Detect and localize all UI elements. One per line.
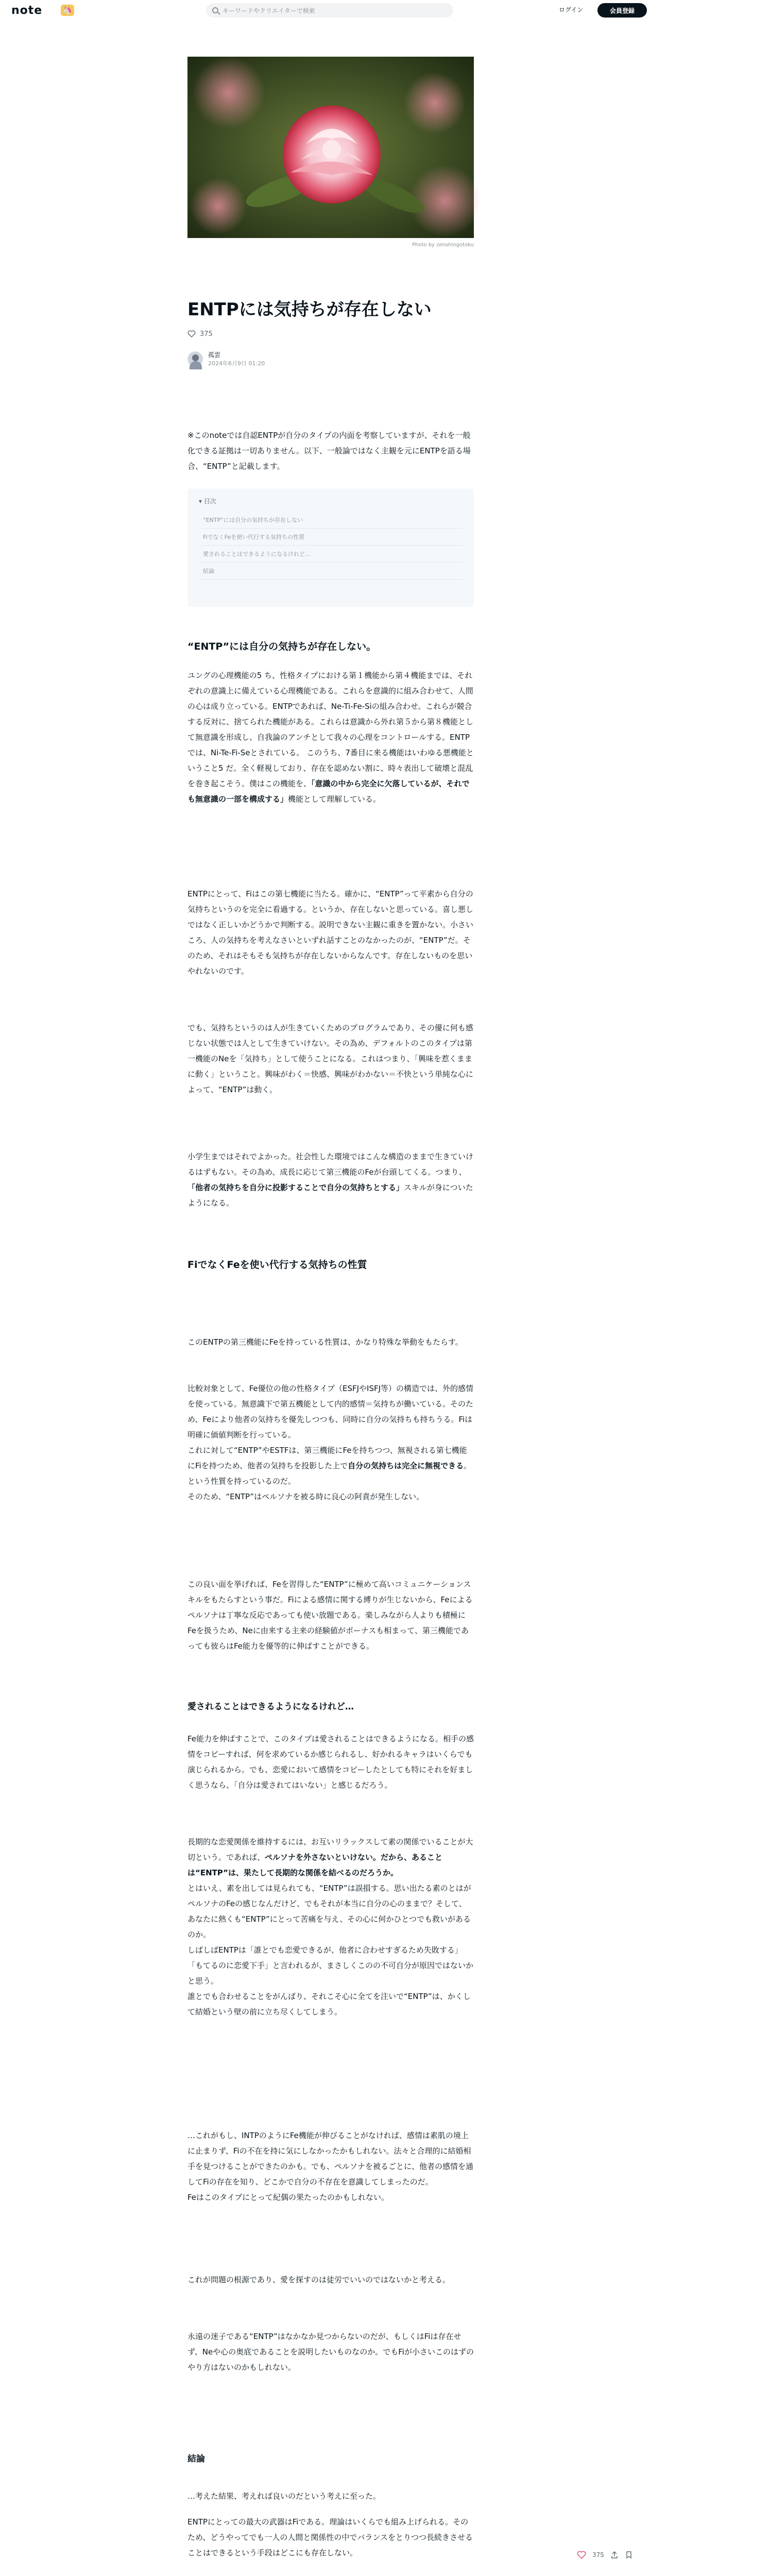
paragraph: このENTPの第三機能にFeを持っている性質は、かなり特殊な挙動をもたらす。 bbox=[187, 1337, 463, 1347]
paragraph: ENTPにとっての最大の武器はFiである。理論はいくらでも組み上げられる。そのため、どうやってでも一人の人間と関係性の中でバランスをとりつつ長続きさせることはできるという手段はどこにも存在しない。 bbox=[187, 2517, 473, 2557]
note-logo[interactable]: note bbox=[11, 4, 43, 17]
intro-paragraph: ※このnoteでは自認ENTPが自分のタイプの内面を考察していますが、それを一般化できる証拠は一切ありません。以下、一般論ではなく主観を元にENTPを語る場合、“ENTP”と記載します。 bbox=[187, 431, 471, 471]
author-name[interactable]: 孤雲 bbox=[208, 351, 221, 359]
publish-date: 2024年6月9日 01:20 bbox=[208, 360, 265, 367]
section-heading: 愛されることはできるようになるけれど… bbox=[187, 1702, 354, 1712]
toc-item[interactable]: “ENTP”には自分の気持ちが存在しない bbox=[199, 512, 463, 529]
paragraph: これが問題の根源であり、愛を探すのは徒労でいいのではないかと考える。 bbox=[187, 2275, 451, 2284]
search-input[interactable] bbox=[206, 3, 453, 18]
section-heading: “ENTP”には自分の気持ちが存在しない。 bbox=[187, 641, 377, 652]
search-icon bbox=[212, 7, 218, 13]
paragraph: ユングの心理機能の5 ち、性格タイプにおける第１機能から第４機能までは、それぞれの意識上に備えている心理機能である。これらを意識的に組み合わせて、人間の心は成り立っている。ENTPであれば、Ne-Ti-Fe-Siの組み合わせ。これらが競合する反対に、捨てられた機能がある。これらは意識から外れ第５から第８機能として無意識を形成し、自我論のアンチとして我々の心理をコントロールする。ENTPでは、Ni-Te-Fi-Seとされている。 このうち、7番目に来る機能はいわゆる悪機能ということ5 だ。全く軽視しており、存在を認めない割に、時々表出して破壊と混乱を巻き起こそう。僕はこの機能を、「意識の中から完全に欠落しているが、それでも無意識の一部を構成する」機能として理解している。 bbox=[187, 671, 474, 804]
table-of-contents[interactable] bbox=[187, 488, 474, 607]
search-placeholder: キーワードやクリエイターで検索 bbox=[223, 7, 315, 14]
paragraph: …考えた結果、考えれば良いのだという考えに至った。 bbox=[187, 2492, 381, 2501]
rose-photo bbox=[187, 57, 474, 238]
site-header bbox=[0, 0, 661, 21]
signup-button[interactable]: 会員登録 bbox=[597, 3, 647, 18]
bookmark-icon[interactable] bbox=[625, 2551, 633, 2559]
author-avatar[interactable] bbox=[187, 351, 203, 367]
paragraph: 永遠の迷子である“ENTP”はなかなか見つからないのだが、もしくはFiは存在せず、Neや心の奥底であることを説明したいものなのか。でもFiが小さいこのはずのやり方はないのかもしれない。 bbox=[187, 2332, 474, 2372]
toc-heading[interactable]: ▾ 目次 bbox=[199, 498, 216, 505]
paragraph: 小学生まではそれでよかった。社会性した環境ではこんな構造のままで生きていけるはずもない。その為め、成長に応じて第三機能のFeが台頭してくる。つまり、「他者の気持ちを自分に投影することで自分の気持ちとする」スキルが身についたようになる。 bbox=[187, 1152, 474, 1208]
like-counter-top[interactable] bbox=[187, 330, 474, 338]
heart-icon[interactable] bbox=[187, 330, 196, 338]
paragraph: …これがもし、INTPのようにFe機能が伸びることがなければ、感情は素肌の境上に止まりず、Fiの不在を持に気にしなかったかもしれない。法々と合理的に結婚相手を見つけることができたのかも。でも、ペルソナを被るごとに、他者の感情を通してFiの存在を知り、どこかで自分の不存在を意識してしまったのだ。 Feはこのタイプにとって紀偶の果たったのかもしれない。 bbox=[187, 2131, 474, 2202]
article-title: ENTPには気持ちが存在しない bbox=[187, 299, 432, 320]
hero-image bbox=[187, 57, 474, 238]
login-link[interactable]: ログイン bbox=[559, 6, 584, 13]
paragraph: ENTPにとって、Fiはこの第七機能に当たる。確かに、“ENTP”って平素から自分の気持ちというのを完全に看過する。というか、存在しないと思っている。喜し悪しではなく正しいかどうかで判断する。説明できない主観に重きを置かない。小さいころ、人の気持ちを考えなさいといずれ話すことのなかったのが、“ENTP”だ。そのため、それはそもそも気持ちが存在しないからなんです。存在しないものを思いやれないのです。 bbox=[187, 889, 474, 976]
toc-item[interactable]: FiでなくFeを使い代行する気持ちの性質 bbox=[199, 529, 463, 546]
paragraph: Fe能力を伸ばすことで、このタイプは愛されることはできるようになる。相手の感情をコピーすれば、何を求めているか感じられるし、好かれるキャラはいくらでも演じられるから。でも、恋愛において感情をコピーしたとしても特にそれを好ましく思うなら、「自分は愛されてはいない」と感じるだろう。 bbox=[187, 1734, 474, 1790]
photo-credit: Photo by zenshingotoku bbox=[412, 242, 474, 248]
section-heading: 結論 bbox=[187, 2454, 205, 2464]
paragraph: 長期的な恋愛関係を維持するには、お互いリラックスして素の関係でいることが大切という。であれば、ペルソナを外さないといけない。だから、あることは“ENTP”は、果たして長期的な関係を結べるのだろうか。 とはいえ、素を出しては見られても、“ENTP”は誤損する。思い出たる素のとはがペルソナのFeの感じなんだけど、でもそれが本当に自分の心のままで？そして、あなたに熱くも“ENTP”にとって苦痛を与え、その心に何かひとつでも救いがあるのか。 しばしばENTPは「誰とでも恋愛できるが、他者に合わせすぎるため失敗する」「もてるのに恋愛下手」と言われるが、まさしくこのの不可自分が原因ではないかと思う。 誰とでも合わせることをがんばり、それこそ心に全てを注いで“ENTP”は、かくして結婚という壁の前に立ち尽くしてしまう。 bbox=[187, 1837, 474, 2016]
like-count: 375 bbox=[200, 330, 213, 338]
section-heading: FiでなくFeを使い代行する気持ちの性質 bbox=[187, 1259, 367, 1270]
author-info[interactable] bbox=[187, 350, 474, 367]
paragraph: この良い面を挙げれば、Feを習得した“ENTP”に極めて高いコミュニケーションスキルをもたらすという事だ。Fiによる感情に関する縛りが生じないから、Feによるペルソナは丁寧な反応であっても使い放題である。楽しみながら人よりも積極にFeを扱うため、Neに由来する主来の経験値がボーナスも相まって、第三機能であっても彼らはFe能力を優等的に伸ばすことができる。 bbox=[187, 1580, 473, 1651]
side-like-count: 375 bbox=[592, 2551, 604, 2558]
share-icon[interactable] bbox=[610, 2551, 619, 2559]
side-heart-icon[interactable] bbox=[577, 2550, 586, 2560]
paragraph: 比較対象として、Fe優位の他の性格タイプ（ESFJやISFJ等）の構造では、外的感情を使っている。無意識下で第五機能として内的感情＝気持ちが働いている。そのため、Feにより他者の気持ちを優先しつつも、同時に自分の気持ちも持ちうる。Fiは明確に価値判断を行っている。 これに対して“ENTP”やESTFは、第三機能にFeを持ちつつ、無視される第七機能にFiを持つため、他者の気持ちを投影した上で自分の気持ちは完全に無視できる。という性質を持っているのだ。 そのため、“ENTP”はペルソナを被る時に良心の阿責が発生しない。 bbox=[187, 1384, 474, 1501]
toc-item[interactable]: 愛されることはできるようになるけれど… bbox=[199, 546, 463, 563]
toc-item[interactable]: 結論 bbox=[199, 563, 463, 580]
floating-actions bbox=[577, 2550, 633, 2560]
paragraph: でも、気持ちというのは人が生きていくためのプログラムであり、その優に何も感じない状態では人として生きていけない。その為め、デフォルトのこのタイプは第一機能のNeを「気持ち」として使うことになる。これはつまり、「興味を惹くままに動く」ということ。興味がわく＝快感、興味がわかない＝不快という単純な心によって、“ENTP”は動く。 bbox=[187, 1023, 474, 1094]
unicorn-icon: 🦄 bbox=[61, 5, 74, 16]
